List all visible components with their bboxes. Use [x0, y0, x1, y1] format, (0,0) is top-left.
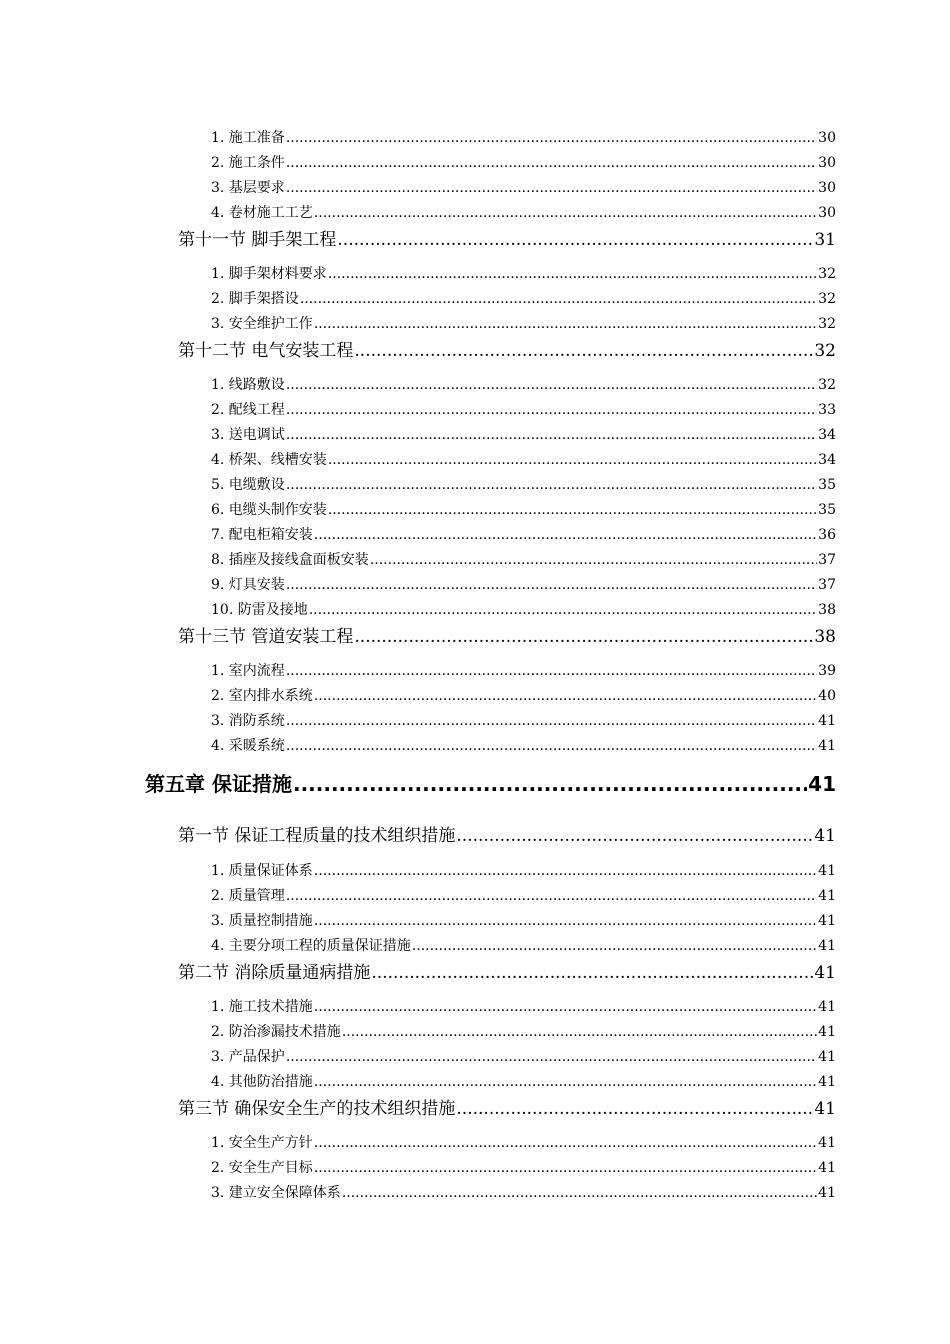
- toc-page-number: 41: [818, 1135, 836, 1151]
- toc-entry-title: 第五章 保证措施: [145, 772, 292, 796]
- toc-entry-title: 1. 安全生产方针: [211, 1135, 313, 1151]
- toc-subsection-entry: [211, 474, 836, 494]
- toc-page-number: 38: [818, 602, 836, 618]
- toc-dot-leader: [314, 527, 817, 543]
- toc-entry-title: 第十二节 电气安装工程: [178, 341, 354, 361]
- toc-entry-title: 6. 电缆头制作安装: [211, 502, 327, 518]
- toc-entry-title: 第三节 确保安全生产的技术组织措施: [178, 1099, 456, 1119]
- toc-section-entry: [178, 622, 836, 646]
- toc-subsection-entry: [211, 885, 836, 905]
- toc-entry-title: 2. 配线工程: [211, 402, 285, 418]
- toc-page-number: 41: [814, 963, 836, 983]
- toc-section-entry: [178, 336, 836, 360]
- toc-page-number: 41: [818, 1074, 836, 1090]
- toc-page-number: 41: [818, 1160, 836, 1176]
- toc-dot-leader: [293, 772, 807, 796]
- toc-dot-leader: [314, 1160, 817, 1176]
- toc-entry-title: 1. 质量保证体系: [211, 863, 313, 879]
- toc-page-number: 32: [818, 291, 836, 307]
- toc-dot-leader: [456, 1099, 813, 1119]
- toc-page-number: 41: [818, 1049, 836, 1065]
- toc-page-number: 32: [818, 266, 836, 282]
- toc-dot-leader: [286, 427, 817, 443]
- toc-subsection-entry: [211, 996, 836, 1016]
- toc-page-number: 30: [818, 130, 836, 146]
- toc-page-number: 37: [818, 577, 836, 593]
- toc-dot-leader: [456, 826, 813, 846]
- toc-entry-title: 7. 配电柜箱安装: [211, 527, 313, 543]
- toc-entry-title: 4. 主要分项工程的质量保证措施: [211, 938, 411, 954]
- toc-entry-title: 3. 产品保护: [211, 1049, 285, 1065]
- toc-subsection-entry: [211, 127, 836, 147]
- toc-page-number: 41: [818, 999, 836, 1015]
- toc-entry-title: 10. 防雷及接地: [211, 602, 308, 618]
- toc-subsection-entry: [211, 399, 836, 419]
- toc-entry-title: 3. 安全维护工作: [211, 316, 313, 332]
- toc-subsection-entry: [211, 735, 836, 755]
- toc-subsection-entry: [211, 152, 836, 172]
- toc-subsection-entry: [211, 1071, 836, 1091]
- toc-subsection-entry: [211, 549, 836, 569]
- toc-page-number: 41: [814, 1099, 836, 1119]
- toc-dot-leader: [286, 738, 817, 754]
- toc-entry-title: 1. 室内流程: [211, 663, 285, 679]
- toc-subsection-entry: [211, 1021, 836, 1041]
- toc-entry-title: 9. 灯具安装: [211, 577, 285, 593]
- toc-subsection-entry: [211, 374, 836, 394]
- toc-subsection-entry: [211, 685, 836, 705]
- toc-page-number: 35: [818, 502, 836, 518]
- toc-entry-title: 3. 基层要求: [211, 180, 285, 196]
- toc-page-number: 32: [818, 377, 836, 393]
- toc-subsection-entry: [211, 499, 836, 519]
- toc-entry-title: 2. 防治渗漏技术措施: [211, 1024, 341, 1040]
- toc-page-number: 39: [818, 663, 836, 679]
- toc-dot-leader: [314, 205, 817, 221]
- toc-page-number: 41: [818, 938, 836, 954]
- toc-subsection-entry: [211, 202, 836, 222]
- toc-entry-title: 2. 质量管理: [211, 888, 285, 904]
- toc-page-number: 41: [818, 863, 836, 879]
- toc-page-number: 30: [818, 155, 836, 171]
- toc-dot-leader: [286, 713, 817, 729]
- toc-subsection-entry: [211, 313, 836, 333]
- toc-entry-title: 1. 施工技术措施: [211, 999, 313, 1015]
- toc-dot-leader: [314, 1074, 817, 1090]
- toc-page-number: 41: [818, 738, 836, 754]
- toc-dot-leader: [337, 230, 813, 250]
- toc-dot-leader: [314, 999, 817, 1015]
- toc-subsection-entry: [211, 424, 836, 444]
- toc-page-number: 35: [818, 477, 836, 493]
- toc-entry-title: 5. 电缆敷设: [211, 477, 285, 493]
- toc-page-number: 34: [818, 452, 836, 468]
- toc-page-number: 31: [814, 230, 836, 250]
- toc-dot-leader: [370, 552, 817, 568]
- toc-entry-title: 2. 室内排水系统: [211, 688, 313, 704]
- toc-entry-title: 4. 桥架、线槽安装: [211, 452, 327, 468]
- toc-page-number: 30: [818, 205, 836, 221]
- toc-subsection-entry: [211, 1157, 836, 1177]
- toc-page-number: 41: [818, 713, 836, 729]
- toc-subsection-entry: [211, 910, 836, 930]
- toc-dot-leader: [354, 627, 813, 647]
- toc-entry-title: 3. 消防系统: [211, 713, 285, 729]
- toc-dot-leader: [328, 452, 817, 468]
- toc-subsection-entry: [211, 288, 836, 308]
- toc-page-number: 32: [814, 341, 836, 361]
- toc-page-number: 41: [818, 1024, 836, 1040]
- toc-subsection-entry: [211, 177, 836, 197]
- toc-page-number: 32: [818, 316, 836, 332]
- toc-dot-leader: [314, 863, 817, 879]
- toc-subsection-entry: [211, 660, 836, 680]
- toc-dot-leader: [412, 938, 817, 954]
- toc-page-number: 41: [818, 913, 836, 929]
- toc-dot-leader: [286, 1049, 817, 1065]
- toc-entry-title: 第十一节 脚手架工程: [178, 230, 337, 250]
- toc-entry-title: 4. 卷材施工工艺: [211, 205, 313, 221]
- toc-page-number: 40: [818, 688, 836, 704]
- toc-entry-title: 第一节 保证工程质量的技术组织措施: [178, 826, 456, 846]
- toc-dot-leader: [314, 913, 817, 929]
- toc-entry-title: 1. 线路敷设: [211, 377, 285, 393]
- toc-entry-title: 2. 安全生产目标: [211, 1160, 313, 1176]
- toc-page-number: 38: [814, 627, 836, 647]
- toc-entry-title: 1. 脚手架材料要求: [211, 266, 327, 282]
- toc-entry-title: 第十三节 管道安装工程: [178, 627, 354, 647]
- toc-subsection-entry: [211, 449, 836, 469]
- toc-dot-leader: [286, 130, 817, 146]
- toc-page-number: 37: [818, 552, 836, 568]
- toc-chapter-entry: [145, 768, 836, 796]
- toc-dot-leader: [286, 577, 817, 593]
- toc-dot-leader: [342, 1185, 817, 1201]
- toc-dot-leader: [314, 1135, 817, 1151]
- toc-section-entry: [178, 1094, 836, 1118]
- toc-dot-leader: [371, 963, 813, 983]
- toc-dot-leader: [286, 377, 817, 393]
- toc-page-number: 33: [818, 402, 836, 418]
- toc-subsection-entry: [211, 599, 836, 619]
- toc-page-number: 41: [814, 826, 836, 846]
- toc-page-number: 34: [818, 427, 836, 443]
- toc-entry-title: 3. 建立安全保障体系: [211, 1185, 341, 1201]
- toc-dot-leader: [328, 266, 817, 282]
- toc-section-entry: [178, 821, 836, 845]
- toc-entry-title: 3. 送电调试: [211, 427, 285, 443]
- toc-entry-title: 4. 其他防治措施: [211, 1074, 313, 1090]
- toc-page-number: 41: [818, 888, 836, 904]
- toc-dot-leader: [286, 402, 817, 418]
- toc-dot-leader: [286, 180, 817, 196]
- toc-dot-leader: [286, 155, 817, 171]
- toc-subsection-entry: [211, 1046, 836, 1066]
- toc-dot-leader: [354, 341, 813, 361]
- toc-page-number: 36: [818, 527, 836, 543]
- toc-page-number: 41: [818, 1185, 836, 1201]
- toc-dot-leader: [309, 602, 817, 618]
- toc-subsection-entry: [211, 1132, 836, 1152]
- toc-subsection-entry: [211, 935, 836, 955]
- toc-dot-leader: [286, 477, 817, 493]
- toc-section-entry: [178, 225, 836, 249]
- toc-entry-title: 2. 施工条件: [211, 155, 285, 171]
- toc-dot-leader: [314, 688, 817, 704]
- toc-page-number: 30: [818, 180, 836, 196]
- toc-subsection-entry: [211, 710, 836, 730]
- toc-page-number: 41: [808, 772, 836, 796]
- toc-subsection-entry: [211, 263, 836, 283]
- toc-dot-leader: [342, 1024, 817, 1040]
- toc-subsection-entry: [211, 574, 836, 594]
- toc-entry-title: 1. 施工准备: [211, 130, 285, 146]
- toc-subsection-entry: [211, 1182, 836, 1202]
- toc-dot-leader: [286, 663, 817, 679]
- toc-entry-title: 2. 脚手架搭设: [211, 291, 299, 307]
- toc-entry-title: 8. 插座及接线盒面板安装: [211, 552, 369, 568]
- toc-entry-title: 第二节 消除质量通病措施: [178, 963, 371, 983]
- toc-subsection-entry: [211, 860, 836, 880]
- toc-entry-title: 4. 采暖系统: [211, 738, 285, 754]
- toc-subsection-entry: [211, 524, 836, 544]
- toc-section-entry: [178, 958, 836, 982]
- toc-dot-leader: [286, 888, 817, 904]
- toc-dot-leader: [328, 502, 817, 518]
- toc-dot-leader: [300, 291, 817, 307]
- toc-dot-leader: [314, 316, 817, 332]
- toc-entry-title: 3. 质量控制措施: [211, 913, 313, 929]
